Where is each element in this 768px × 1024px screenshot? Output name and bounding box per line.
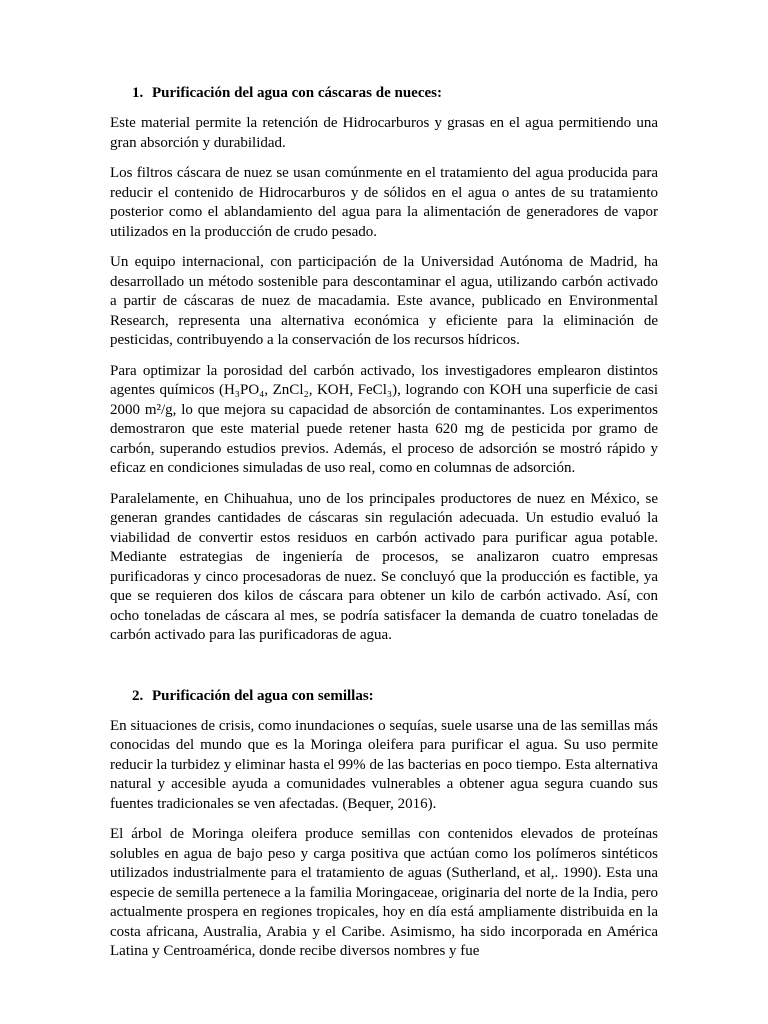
section-2-title: Purificación del agua con semillas: bbox=[152, 687, 374, 704]
section-2-heading bbox=[110, 685, 658, 707]
section-2-number: 2. bbox=[132, 687, 144, 704]
section-spacer bbox=[110, 657, 658, 685]
section-1-paragraph-5: Paralelamente, en Chihuahua, uno de los principales productores de nuez en México, se generan grandes cantidades de cáscaras sin regulación adecuada. Un estudio evaluó la viabilidad de convertir estos residuos en carbón activado para purificar agua potable. Mediante estrategias de ingeniería de procesos, se analizaron cuatro empresas purificadoras y cinco procesadoras de nuez. Se concluyó que la producción es factible, ya que se requieren dos kilos de cáscara para obtener un kilo de carbón activado. Así, con ocho toneladas de cáscara al mes, se podría satisfacer la demanda de cuatro toneladas de carbón activado para las purificadoras de agua. bbox=[110, 490, 658, 643]
section-2-paragraph-2: El árbol de Moringa oleifera produce semillas con contenidos elevados de proteínas solubles en agua de bajo peso y carga positiva que actúan como los polímeros sintéticos utilizados industrialmente para el tratamiento de aguas (Sutherland, et al,. 1990). Esta una especie de semilla pertenece a la familia Moringaceae, originaria del norte de la India, pero actualmente prospera en regiones tropicales, hoy en día está ampliamente distribuida en la costa africana, Australia, Arabia y el Caribe. Asimismo, ha sido incorporada en América Latina y Centroamérica, donde recibe diversos nombres y fue bbox=[110, 826, 658, 959]
section-1-paragraph-3: Un equipo internacional, con participación de la Universidad Autónoma de Madrid, ha desarrollado un método sostenible para descontaminar el agua, utilizando carbón activado a partir de cáscaras de nuez de macadamia. Este avance, publicado en Environmental Research, representa una alternativa económica y eficiente para la eliminación de pesticidas, contribuyendo a la conservación de los recursos hídricos. bbox=[110, 254, 658, 348]
section-1-title: Purificación del agua con cáscaras de nueces: bbox=[152, 85, 442, 101]
section-1-number: 1. bbox=[132, 85, 144, 101]
section-1-paragraph-1: Este material permite la retención de Hidrocarburos y grasas en el agua permitiendo una gran absorción y durabilidad. bbox=[110, 115, 658, 151]
section-1-paragraph-2: Los filtros cáscara de nuez se usan comúnmente en el tratamiento del agua producida para reducir el contenido de Hidrocarburos y de sólidos en el agua o antes de su tratamiento posterior como el ablandamiento del agua para la alimentación de generadores de vapor utilizados en la producción de crudo pesado. bbox=[110, 165, 658, 240]
section-1-paragraph-4: Para optimizar la porosidad del carbón activado, los investigadores emplearon distintos agentes químicos (H₃PO₄, ZnCl₂, KOH, FeCl₃), logrando con KOH una superficie de casi 2000 m²/g, lo que mejora su capacidad de absorción de contaminantes. Los experimentos demostraron que este material puede retener hasta 620 mg de pesticida por gramo de carbón, superando estudios previos. Además, el proceso de adsorción se mostró rápido y eficaz en condiciones simuladas de uso real, como en columnas de adsorción. bbox=[110, 362, 658, 476]
document-page bbox=[110, 82, 658, 962]
section-2-paragraph-1: En situaciones de crisis, como inundaciones o sequías, suele usarse una de las semillas más conocidas del mundo que es la Moringa oleifera para purificar el agua. Su uso permite reducir la turbidez y eliminar hasta el 99% de las bacterias en poco tiempo. Esta alternativa natural y accesible ayuda a comunidades vulnerables a obtener agua segura cuando sus fuentes tradicionales se ven afectadas. (Bequer, 2016). bbox=[110, 717, 658, 812]
section-1-heading bbox=[110, 82, 658, 104]
